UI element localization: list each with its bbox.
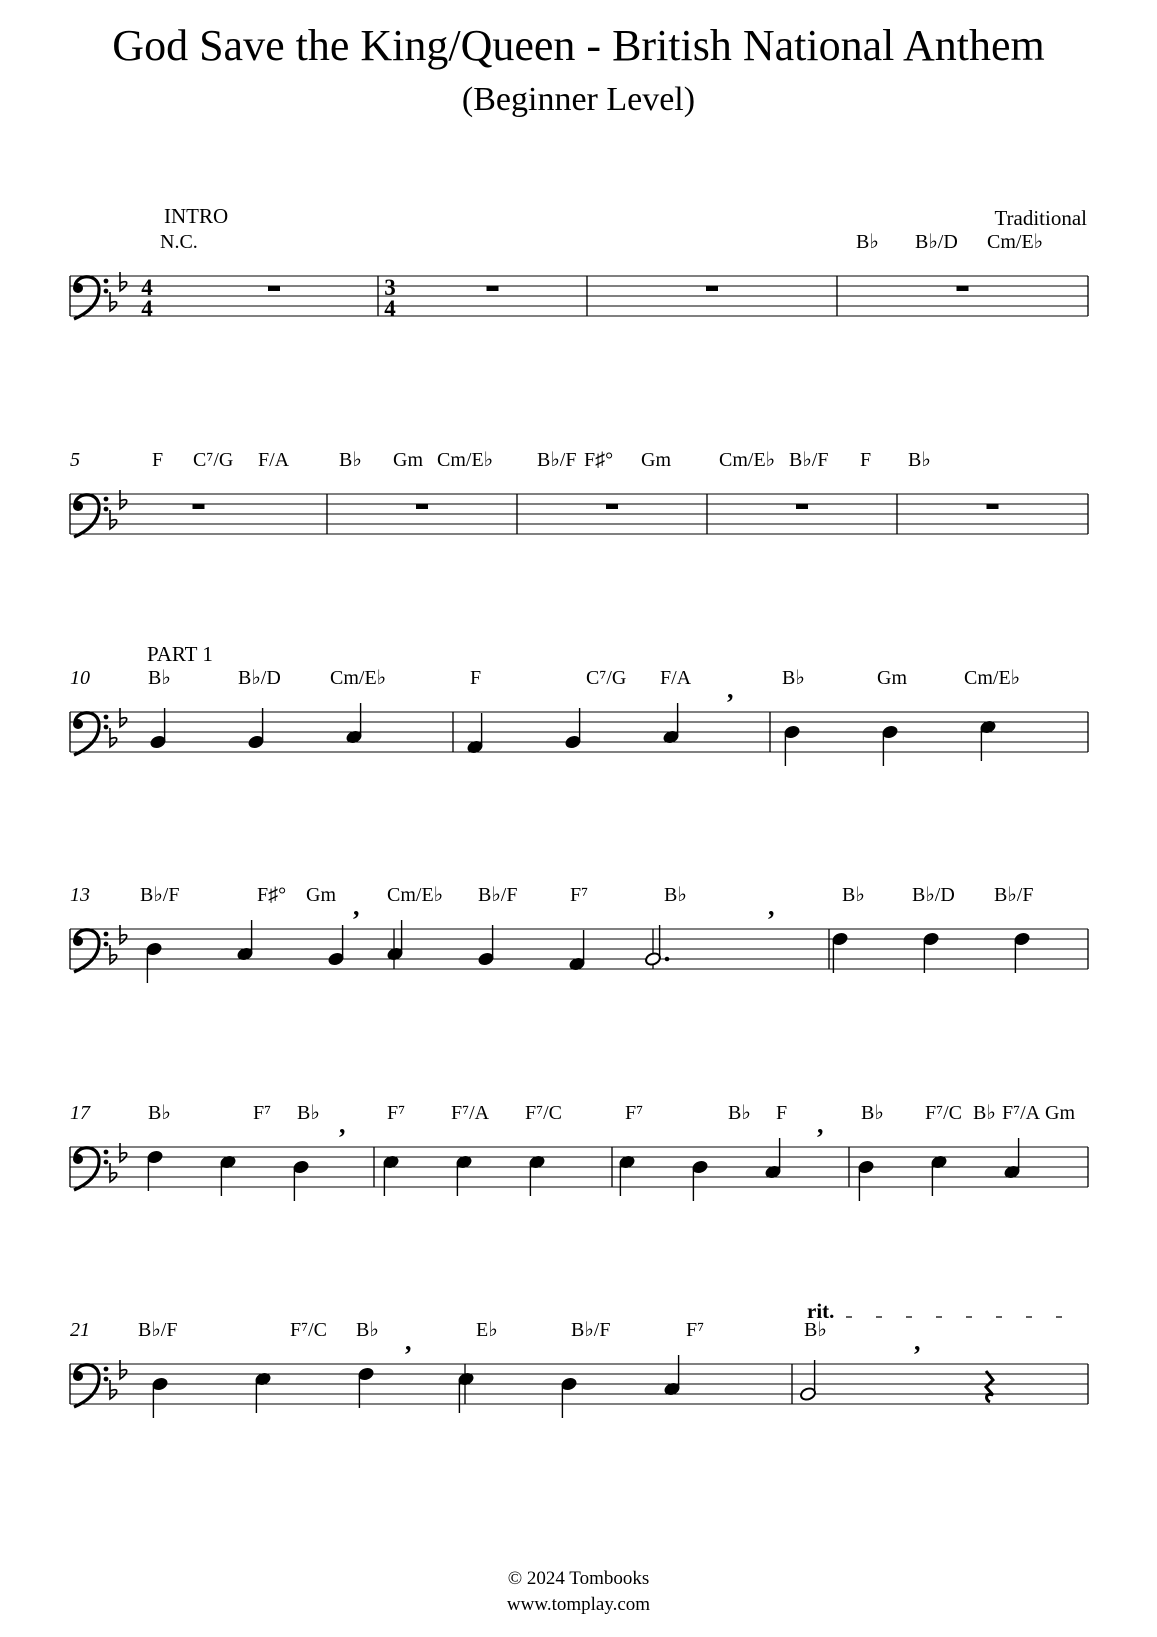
chord-symbol: B♭ bbox=[664, 884, 687, 906]
bass-clef-dot bbox=[104, 1367, 109, 1372]
flat-icon bbox=[120, 272, 127, 291]
flat-icon bbox=[110, 292, 117, 311]
bass-clef-dot bbox=[104, 1150, 109, 1155]
chord-symbol: Cm/E♭ bbox=[437, 449, 494, 471]
chord-symbol: B♭ bbox=[861, 1102, 884, 1124]
breath-mark: , bbox=[817, 1110, 824, 1139]
breath-mark: , bbox=[353, 892, 360, 921]
chord-symbol: F bbox=[860, 449, 872, 471]
bass-clef-dot bbox=[104, 715, 109, 720]
whole-rest bbox=[796, 504, 808, 509]
chord-symbol: F bbox=[470, 667, 482, 689]
chord-symbol: B♭ bbox=[297, 1102, 320, 1124]
chord-symbol: B♭ bbox=[908, 449, 931, 471]
time-signature-bottom: 4 bbox=[384, 296, 396, 321]
flat-glyph bbox=[110, 1380, 117, 1399]
flat-glyph bbox=[120, 708, 127, 727]
staff-system bbox=[70, 276, 1088, 316]
chord-symbol: Gm bbox=[877, 667, 907, 689]
chord-symbol: B♭ bbox=[973, 1102, 996, 1124]
chord-symbol: F⁷/C bbox=[525, 1102, 562, 1124]
flat-icon bbox=[110, 728, 117, 747]
whole-rest bbox=[987, 504, 999, 509]
whole-rest bbox=[416, 504, 428, 509]
flat-icon bbox=[110, 510, 117, 529]
chord-symbol: B♭ bbox=[728, 1102, 751, 1124]
quarter-rest bbox=[986, 1371, 993, 1402]
flat-glyph bbox=[120, 925, 127, 944]
measure-number: 10 bbox=[70, 667, 90, 689]
chord-symbol: F⁷/A bbox=[451, 1102, 490, 1124]
chord-symbol: B♭ bbox=[148, 1102, 171, 1124]
chord-symbol: F⁷ bbox=[387, 1102, 406, 1124]
breath-mark: , bbox=[339, 1110, 346, 1139]
whole-rest bbox=[606, 504, 618, 509]
measure-number: 13 bbox=[70, 884, 90, 906]
bass-clef-dot bbox=[73, 936, 83, 946]
whole-rest bbox=[487, 286, 499, 291]
chord-symbol: F bbox=[152, 449, 164, 471]
chord-symbol: Cm/E♭ bbox=[964, 667, 1021, 689]
bass-clef-dot bbox=[73, 1154, 83, 1164]
chord-symbol: F⁷ bbox=[625, 1102, 644, 1124]
chord-symbol: F⁷/C bbox=[925, 1102, 962, 1124]
chord-symbol: F⁷/C bbox=[290, 1319, 327, 1341]
bass-clef-dot bbox=[104, 942, 109, 947]
chord-symbol: B♭/F bbox=[478, 884, 518, 906]
measure-number: 17 bbox=[70, 1102, 90, 1124]
flat-glyph bbox=[110, 728, 117, 747]
website-link[interactable]: www.tomplay.com bbox=[506, 1594, 651, 1615]
flat-glyph bbox=[120, 1143, 127, 1162]
section-label: PART 1 bbox=[147, 642, 213, 666]
flat-icon bbox=[120, 490, 127, 509]
flat-glyph bbox=[110, 292, 117, 311]
flat-icon bbox=[110, 1380, 117, 1399]
bass-clef-dot bbox=[104, 279, 109, 284]
time-signature-top: 3 bbox=[384, 275, 396, 300]
flat-icon bbox=[120, 1143, 127, 1162]
chord-symbol: F⁷ bbox=[686, 1319, 705, 1341]
copyright-notice: © 2024 Tombooks bbox=[507, 1568, 650, 1589]
time-signature-top: 4 bbox=[141, 275, 153, 300]
chord-symbol: F♯° bbox=[257, 884, 287, 906]
flat-glyph bbox=[110, 945, 117, 964]
chord-symbol: B♭ bbox=[804, 1319, 827, 1341]
chord-symbol: B♭ bbox=[148, 667, 171, 689]
chord-symbol: F⁷/A bbox=[1002, 1102, 1041, 1124]
measure-number: 5 bbox=[70, 449, 80, 471]
bass-clef-dot bbox=[104, 1160, 109, 1165]
flat-glyph bbox=[120, 490, 127, 509]
chord-symbol: Gm bbox=[1045, 1102, 1075, 1124]
chord-symbol: C⁷/G bbox=[193, 449, 234, 471]
chord-symbol: F⁷ bbox=[570, 884, 589, 906]
chord-symbol: F bbox=[776, 1102, 788, 1124]
augmentation-dot bbox=[665, 957, 670, 962]
flat-icon bbox=[110, 945, 117, 964]
chord-symbol: B♭ bbox=[842, 884, 865, 906]
chord-symbol: B♭/D bbox=[915, 231, 958, 253]
time-signature-bottom: 4 bbox=[141, 296, 153, 321]
chord-symbol: F⁷ bbox=[253, 1102, 272, 1124]
whole-rest bbox=[193, 504, 205, 509]
section-label: INTRO bbox=[164, 204, 229, 228]
chord-symbol: Gm bbox=[393, 449, 423, 471]
bass-clef-icon bbox=[73, 1365, 108, 1407]
chord-symbol: B♭/F bbox=[789, 449, 829, 471]
staff-system bbox=[70, 1364, 1088, 1404]
chord-symbol: B♭ bbox=[856, 231, 879, 253]
chord-symbol: Gm bbox=[641, 449, 671, 471]
score-subtitle: (Beginner Level) bbox=[461, 81, 696, 118]
flat-icon bbox=[120, 1360, 127, 1379]
chord-symbol: B♭/F bbox=[138, 1319, 178, 1341]
tempo-marking: rit. bbox=[807, 1299, 835, 1323]
whole-rest bbox=[268, 286, 280, 291]
chord-symbol: Cm/E♭ bbox=[719, 449, 776, 471]
chord-symbol: B♭/F bbox=[537, 449, 577, 471]
chord-symbol: B♭/F bbox=[571, 1319, 611, 1341]
staff-system bbox=[70, 494, 1088, 534]
chord-symbol: Gm bbox=[306, 884, 336, 906]
flat-glyph bbox=[120, 1360, 127, 1379]
chord-symbol: B♭/F bbox=[140, 884, 180, 906]
chord-symbol: F♯° bbox=[584, 449, 614, 471]
chord-symbol: B♭/F bbox=[994, 884, 1034, 906]
composer-credit: Traditional bbox=[994, 206, 1087, 230]
chord-symbol: Cm/E♭ bbox=[330, 667, 387, 689]
bass-clef-icon bbox=[73, 713, 108, 755]
chord-symbol: B♭/D bbox=[912, 884, 955, 906]
chord-symbol: Cm/E♭ bbox=[387, 884, 444, 906]
bass-clef-dot bbox=[104, 725, 109, 730]
flat-glyph bbox=[120, 272, 127, 291]
breath-mark: , bbox=[914, 1327, 921, 1356]
flat-glyph bbox=[110, 1163, 117, 1182]
breath-mark: , bbox=[727, 675, 734, 704]
bass-clef-dot bbox=[73, 1371, 83, 1381]
flat-icon bbox=[120, 708, 127, 727]
chord-symbol: B♭/D bbox=[238, 667, 281, 689]
chord-symbol: C⁷/G bbox=[586, 667, 627, 689]
bass-clef-icon bbox=[73, 930, 108, 972]
bass-clef-dot bbox=[73, 501, 83, 511]
whole-rest bbox=[706, 286, 718, 291]
chord-symbol: F/A bbox=[660, 667, 692, 689]
chord-symbol: B♭ bbox=[782, 667, 805, 689]
score-title: God Save the King/Queen - British National Anthem bbox=[112, 21, 1045, 70]
chord-symbol: F/A bbox=[258, 449, 290, 471]
measure-number: 21 bbox=[70, 1319, 90, 1341]
chord-symbol: B♭ bbox=[339, 449, 362, 471]
chord-symbol: E♭ bbox=[476, 1319, 498, 1341]
bass-clef-dot bbox=[104, 507, 109, 512]
bass-clef-icon bbox=[73, 277, 108, 319]
bass-clef-dot bbox=[73, 719, 83, 729]
flat-icon bbox=[110, 1163, 117, 1182]
whole-rest bbox=[957, 286, 969, 291]
bass-clef-dot bbox=[104, 932, 109, 937]
flat-glyph bbox=[110, 510, 117, 529]
chord-symbol: B♭ bbox=[356, 1319, 379, 1341]
bass-clef-dot bbox=[104, 497, 109, 502]
breath-mark: , bbox=[405, 1327, 412, 1356]
bass-clef-icon bbox=[73, 1148, 108, 1190]
bass-clef-dot bbox=[73, 283, 83, 293]
bass-clef-dot bbox=[104, 289, 109, 294]
flat-icon bbox=[120, 925, 127, 944]
chord-symbol: Cm/E♭ bbox=[987, 231, 1044, 253]
breath-mark: , bbox=[768, 892, 775, 921]
bass-clef-icon bbox=[73, 495, 108, 537]
bass-clef-dot bbox=[104, 1377, 109, 1382]
chord-symbol: N.C. bbox=[160, 231, 198, 253]
